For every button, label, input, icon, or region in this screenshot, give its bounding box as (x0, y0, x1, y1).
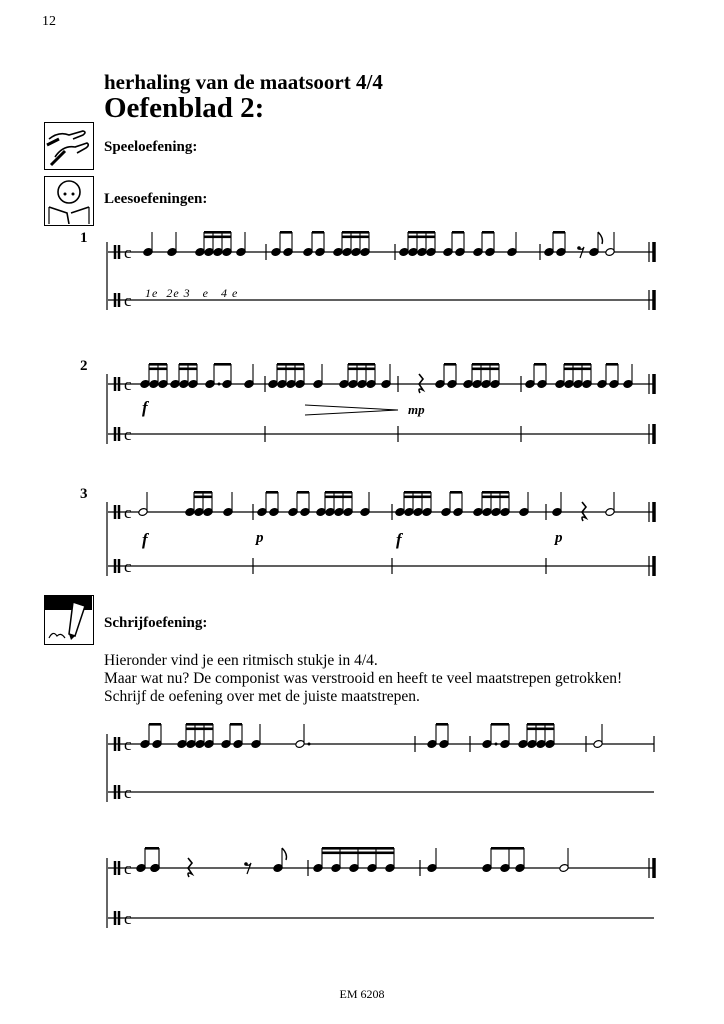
note-beam (325, 496, 352, 499)
note-beam (297, 491, 309, 494)
dynamic-marking: f (142, 530, 148, 549)
note-beam (312, 231, 324, 234)
note-beam (491, 847, 524, 850)
note-beam (408, 236, 435, 239)
section-label-write: Schrijfoefening: (104, 615, 208, 631)
note-beam (527, 723, 554, 726)
note-beam (322, 847, 394, 850)
note-beam (534, 363, 546, 366)
dynamic-marking: mp (408, 402, 425, 417)
note-beam (553, 231, 565, 234)
note-beam (186, 728, 213, 731)
note-beam (482, 496, 509, 499)
note-beam (280, 231, 292, 234)
note-beam (342, 236, 369, 239)
augmentation-dot (234, 743, 237, 746)
instruction-line: Schrijf de oefening over met de juiste maatstrepen. (104, 688, 420, 705)
note-beam (194, 491, 212, 494)
note-beam (277, 368, 304, 371)
dynamic-marking: f (142, 398, 148, 417)
instruction-line: Hieronder vind je een ritmisch stukje in 4/4. (104, 652, 378, 669)
note-beam (452, 231, 464, 234)
note-beam (325, 491, 352, 494)
common-time: c (124, 735, 132, 754)
note-beam (266, 491, 278, 494)
note-beam (472, 368, 499, 371)
note-beam (444, 363, 456, 366)
note-beam (149, 723, 161, 726)
note-beam (348, 363, 375, 366)
note-beam (214, 363, 231, 366)
page-subtitle: herhaling van de maatsoort 4/4 (104, 70, 383, 94)
note-beam (564, 368, 591, 371)
common-time: c (124, 783, 132, 802)
instruction-line: Maar wat nu? De componist was verstrooid en heeft te veel maatstrepen getrokken! (104, 670, 623, 687)
common-time: c (124, 503, 132, 522)
note-beam (342, 231, 369, 234)
exercise-number: 3 (80, 486, 88, 502)
note-beam (322, 852, 394, 855)
section-label-read: Leesoefeningen: (104, 191, 208, 207)
note-beam (482, 231, 494, 234)
note-beam (348, 368, 375, 371)
note-beam (404, 496, 431, 499)
dynamic-marking: p (256, 530, 264, 546)
note-beam (472, 363, 499, 366)
note-beam (149, 368, 167, 371)
note-beam (277, 363, 304, 366)
common-time: c (124, 557, 132, 576)
dynamic-marking: p (555, 530, 563, 546)
note-beam (204, 231, 231, 234)
exercise-number: 2 (80, 358, 88, 374)
common-time: c (124, 859, 132, 878)
note-beam (186, 723, 213, 726)
augmentation-dot (308, 743, 311, 746)
note-beam (204, 236, 231, 239)
note-beam (194, 496, 212, 499)
common-time: c (124, 425, 132, 444)
note-beam (230, 723, 242, 726)
note-beam (564, 363, 591, 366)
note-beam (179, 363, 197, 366)
footer-code: EM 6208 (339, 987, 385, 1001)
common-time: c (124, 909, 132, 928)
page-title: Oefenblad 2: (104, 92, 265, 124)
note-beam (145, 847, 159, 850)
note-beam (408, 231, 435, 234)
section-label-play: Speeloefening: (104, 139, 198, 155)
note-beam (606, 363, 618, 366)
dynamic-marking: f (396, 530, 402, 549)
exercise-number: 1 (80, 230, 88, 246)
note-beam (482, 491, 509, 494)
note-beam (404, 491, 431, 494)
common-time: c (124, 375, 132, 394)
note-beam (491, 723, 509, 726)
note-beam (179, 368, 197, 371)
note-flag (598, 232, 603, 244)
note-beam (450, 491, 462, 494)
note-beam (527, 728, 554, 731)
note-beam (149, 363, 167, 366)
note-flag (282, 848, 287, 860)
diminuendo-hairpin (305, 405, 398, 415)
note-beam (436, 723, 448, 726)
common-time: c (124, 243, 132, 262)
counting-text: 1e 2e 3 e 4 e (145, 286, 239, 300)
augmentation-dot (218, 383, 221, 386)
common-time: c (124, 291, 132, 310)
page-number: 12 (42, 14, 56, 29)
augmentation-dot (495, 743, 498, 746)
